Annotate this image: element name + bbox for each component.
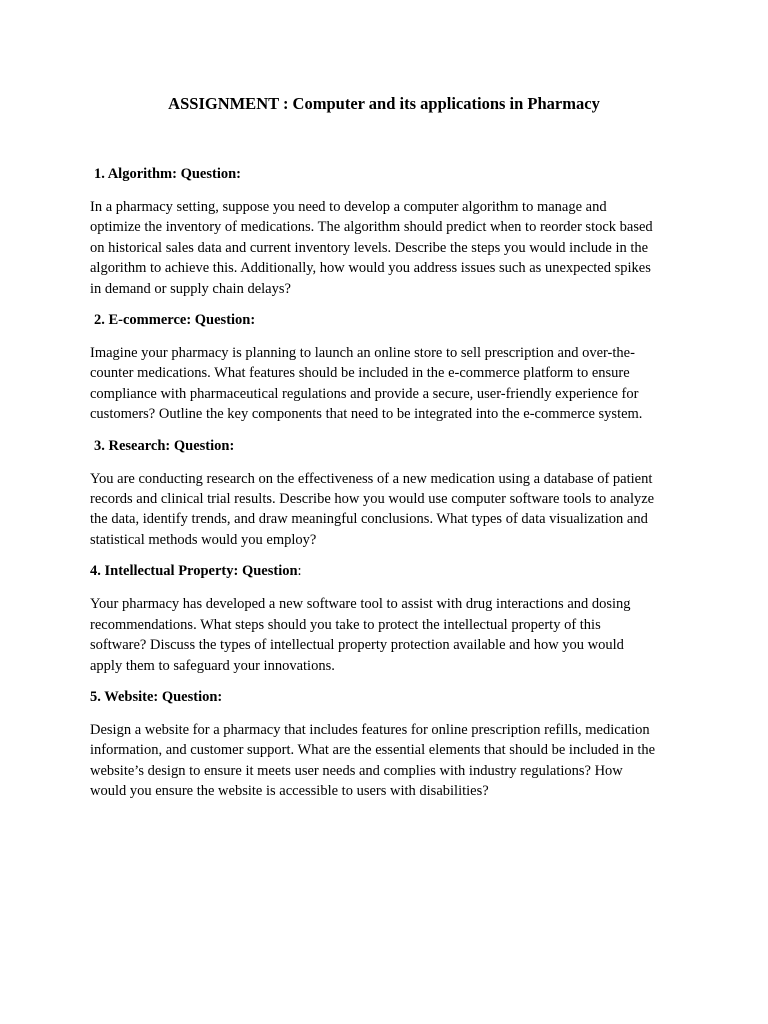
body-line: records and clinical trial results. Describe how you would use computer software tools to analyze [90, 491, 655, 508]
section-body [90, 197, 690, 299]
section-research [90, 436, 690, 551]
body-line: compliance with pharmaceutical regulations and provide a secure, user-friendly experience for [90, 385, 639, 402]
section-algorithm [90, 164, 690, 299]
body-line: on historical sales data and current inventory levels. Describe the steps you would include in the [90, 239, 649, 256]
body-line: In a pharmacy setting, suppose you need to develop a computer algorithm to manage and [90, 199, 607, 215]
section-heading: 5. Website: Question: [90, 688, 223, 705]
body-line: counter medications. What features should be included in the e-commerce platform to ensure [90, 365, 630, 382]
section-website [90, 687, 690, 802]
body-line: in demand or supply chain delays? [90, 280, 291, 297]
body-line: optimize the inventory of medications. The algorithm should predict when to reorder stock based [90, 219, 653, 236]
section-body [90, 720, 690, 802]
section-body [90, 469, 690, 551]
body-line: software? Discuss the types of intellectual property protection available and how you would [90, 637, 624, 654]
body-line: information, and customer support. What are the essential elements that should be included in the [90, 742, 656, 759]
section-heading: 3. Research: Question: [94, 437, 235, 454]
body-line: Imagine your pharmacy is planning to launch an online store to sell prescription and over-the- [90, 345, 635, 362]
document-title: ASSIGNMENT : Computer and its applications in Pharmacy [168, 94, 600, 113]
body-line: website’s design to ensure it meets user needs and complies with industry regulations? How [90, 762, 623, 779]
body-line: would you ensure the website is accessible to users with disabilities? [90, 783, 489, 800]
section-intellectual-property [90, 561, 690, 676]
body-line: algorithm to achieve this. Additionally, how would you address issues such as unexpected spikes [90, 260, 651, 277]
body-line: You are conducting research on the effectiveness of a new medication using a database of patient [90, 470, 653, 487]
body-line: recommendations. What steps should you take to protect the intellectual property of this [90, 616, 601, 633]
section-heading-text: 4. Intellectual Property: Question [90, 563, 298, 580]
section-body [90, 343, 690, 425]
section-body [90, 594, 690, 676]
document-content [90, 164, 690, 813]
section-heading-suffix: : [297, 563, 302, 580]
body-line: the data, identify trends, and draw meaningful conclusions. What types of data visualization and [90, 511, 648, 528]
body-line: customers? Outline the key components that need to be integrated into the e-commerce system. [90, 406, 643, 423]
body-line: statistical methods would you employ? [90, 531, 317, 548]
section-heading [90, 561, 690, 581]
section-heading: 2. E-commerce: Question: [94, 312, 256, 329]
section-heading: 1. Algorithm: Question: [94, 166, 242, 182]
body-line: Your pharmacy has developed a new software tool to assist with drug interactions and dosing [90, 596, 631, 613]
body-line: apply them to safeguard your innovations. [90, 657, 335, 674]
section-ecommerce [90, 310, 690, 425]
body-line: Design a website for a pharmacy that includes features for online prescription refills, medication [90, 721, 650, 738]
